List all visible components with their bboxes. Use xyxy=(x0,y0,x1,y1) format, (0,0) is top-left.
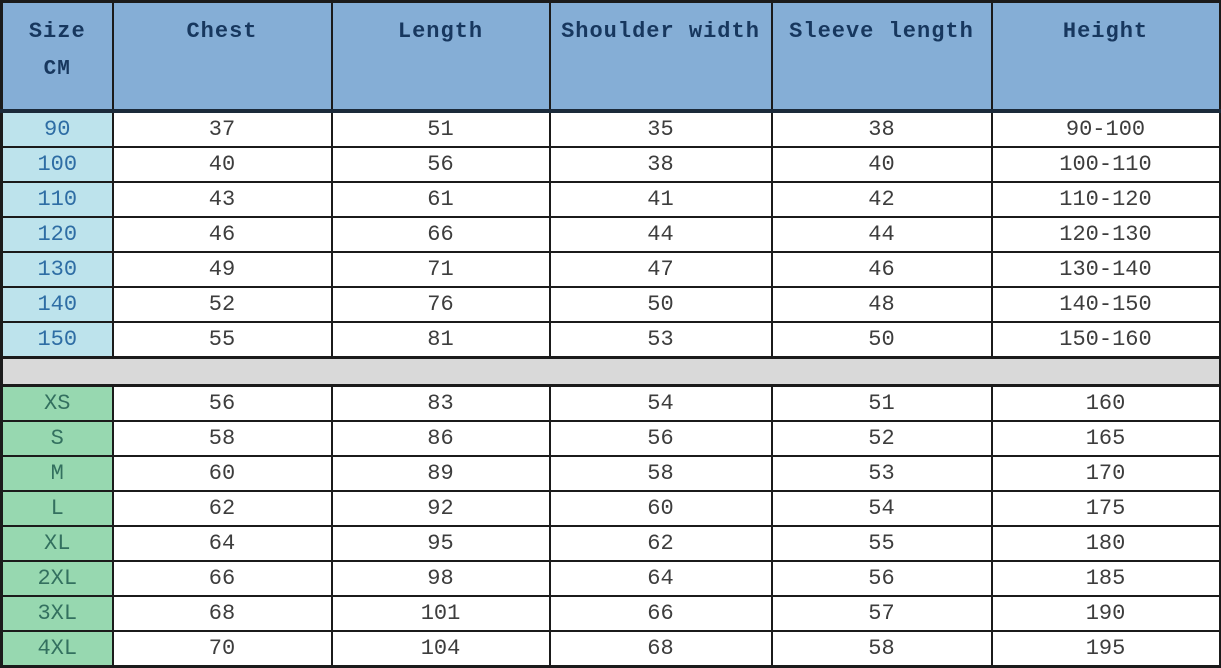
value-cell: 57 xyxy=(772,596,992,631)
value-cell: 86 xyxy=(332,421,550,456)
value-cell: 68 xyxy=(113,596,332,631)
value-cell: 120-130 xyxy=(992,217,1220,252)
value-cell: 90-100 xyxy=(992,111,1220,147)
value-cell: 38 xyxy=(772,111,992,147)
value-cell: 47 xyxy=(550,252,772,287)
value-cell: 56 xyxy=(332,147,550,182)
value-cell: 38 xyxy=(550,147,772,182)
value-cell: 58 xyxy=(772,631,992,667)
value-cell: 48 xyxy=(772,287,992,322)
table-row xyxy=(2,596,1220,631)
value-cell: 56 xyxy=(772,561,992,596)
size-cell: 110 xyxy=(2,182,113,217)
value-cell: 165 xyxy=(992,421,1220,456)
value-cell: 44 xyxy=(550,217,772,252)
column-header-sleeve-length: Sleeve length xyxy=(772,2,992,112)
column-header-length: Length xyxy=(332,2,550,112)
value-cell: 53 xyxy=(772,456,992,491)
value-cell: 50 xyxy=(550,287,772,322)
value-cell: 66 xyxy=(113,561,332,596)
value-cell: 170 xyxy=(992,456,1220,491)
value-cell: 190 xyxy=(992,596,1220,631)
value-cell: 37 xyxy=(113,111,332,147)
table-row xyxy=(2,421,1220,456)
value-cell: 175 xyxy=(992,491,1220,526)
size-header-unit: CM xyxy=(43,58,71,81)
separator-section xyxy=(2,358,1220,386)
size-cell: 150 xyxy=(2,322,113,358)
size-cell: XS xyxy=(2,386,113,422)
value-cell: 71 xyxy=(332,252,550,287)
value-cell: 40 xyxy=(113,147,332,182)
size-cell: 3XL xyxy=(2,596,113,631)
value-cell: 56 xyxy=(113,386,332,422)
value-cell: 150-160 xyxy=(992,322,1220,358)
size-cell: 140 xyxy=(2,287,113,322)
value-cell: 89 xyxy=(332,456,550,491)
value-cell: 160 xyxy=(992,386,1220,422)
value-cell: 95 xyxy=(332,526,550,561)
value-cell: 104 xyxy=(332,631,550,667)
value-cell: 44 xyxy=(772,217,992,252)
value-cell: 62 xyxy=(550,526,772,561)
size-cell: S xyxy=(2,421,113,456)
size-cell: M xyxy=(2,456,113,491)
size-cell: 4XL xyxy=(2,631,113,667)
value-cell: 56 xyxy=(550,421,772,456)
cm-sizes-section xyxy=(2,111,1220,358)
table-row xyxy=(2,287,1220,322)
value-cell: 101 xyxy=(332,596,550,631)
value-cell: 83 xyxy=(332,386,550,422)
value-cell: 81 xyxy=(332,322,550,358)
value-cell: 92 xyxy=(332,491,550,526)
value-cell: 61 xyxy=(332,182,550,217)
table-row xyxy=(2,147,1220,182)
separator-cell xyxy=(2,358,1220,386)
value-cell: 54 xyxy=(550,386,772,422)
table-row xyxy=(2,491,1220,526)
table-row xyxy=(2,526,1220,561)
value-cell: 66 xyxy=(332,217,550,252)
table-row xyxy=(2,456,1220,491)
value-cell: 51 xyxy=(772,386,992,422)
size-cell: 130 xyxy=(2,252,113,287)
value-cell: 49 xyxy=(113,252,332,287)
table-row xyxy=(2,631,1220,667)
value-cell: 52 xyxy=(772,421,992,456)
header-row xyxy=(2,2,1220,112)
letter-sizes-section xyxy=(2,386,1220,667)
value-cell: 40 xyxy=(772,147,992,182)
value-cell: 46 xyxy=(113,217,332,252)
value-cell: 68 xyxy=(550,631,772,667)
value-cell: 64 xyxy=(550,561,772,596)
column-header-height: Height xyxy=(992,2,1220,112)
size-cell: L xyxy=(2,491,113,526)
column-header-shoulder-width: Shoulder width xyxy=(550,2,772,112)
value-cell: 98 xyxy=(332,561,550,596)
table-row xyxy=(2,217,1220,252)
value-cell: 43 xyxy=(113,182,332,217)
value-cell: 70 xyxy=(113,631,332,667)
value-cell: 140-150 xyxy=(992,287,1220,322)
value-cell: 180 xyxy=(992,526,1220,561)
value-cell: 195 xyxy=(992,631,1220,667)
value-cell: 110-120 xyxy=(992,182,1220,217)
table-row xyxy=(2,111,1220,147)
value-cell: 66 xyxy=(550,596,772,631)
column-header-chest: Chest xyxy=(113,2,332,112)
value-cell: 35 xyxy=(550,111,772,147)
value-cell: 50 xyxy=(772,322,992,358)
value-cell: 52 xyxy=(113,287,332,322)
value-cell: 55 xyxy=(772,526,992,561)
value-cell: 60 xyxy=(113,456,332,491)
value-cell: 46 xyxy=(772,252,992,287)
table-row xyxy=(2,182,1220,217)
table-row xyxy=(2,252,1220,287)
value-cell: 100-110 xyxy=(992,147,1220,182)
value-cell: 53 xyxy=(550,322,772,358)
value-cell: 130-140 xyxy=(992,252,1220,287)
value-cell: 42 xyxy=(772,182,992,217)
value-cell: 41 xyxy=(550,182,772,217)
value-cell: 185 xyxy=(992,561,1220,596)
separator-row xyxy=(2,358,1220,386)
value-cell: 60 xyxy=(550,491,772,526)
table-row xyxy=(2,322,1220,358)
table-row xyxy=(2,561,1220,596)
size-cell: XL xyxy=(2,526,113,561)
table-row xyxy=(2,386,1220,422)
size-cell: 120 xyxy=(2,217,113,252)
value-cell: 58 xyxy=(113,421,332,456)
size-header-label: Size xyxy=(28,19,86,44)
size-cell: 100 xyxy=(2,147,113,182)
size-cell: 90 xyxy=(2,111,113,147)
value-cell: 64 xyxy=(113,526,332,561)
value-cell: 51 xyxy=(332,111,550,147)
value-cell: 76 xyxy=(332,287,550,322)
size-cell: 2XL xyxy=(2,561,113,596)
value-cell: 54 xyxy=(772,491,992,526)
value-cell: 55 xyxy=(113,322,332,358)
size-column-header xyxy=(2,2,113,112)
value-cell: 58 xyxy=(550,456,772,491)
value-cell: 62 xyxy=(113,491,332,526)
